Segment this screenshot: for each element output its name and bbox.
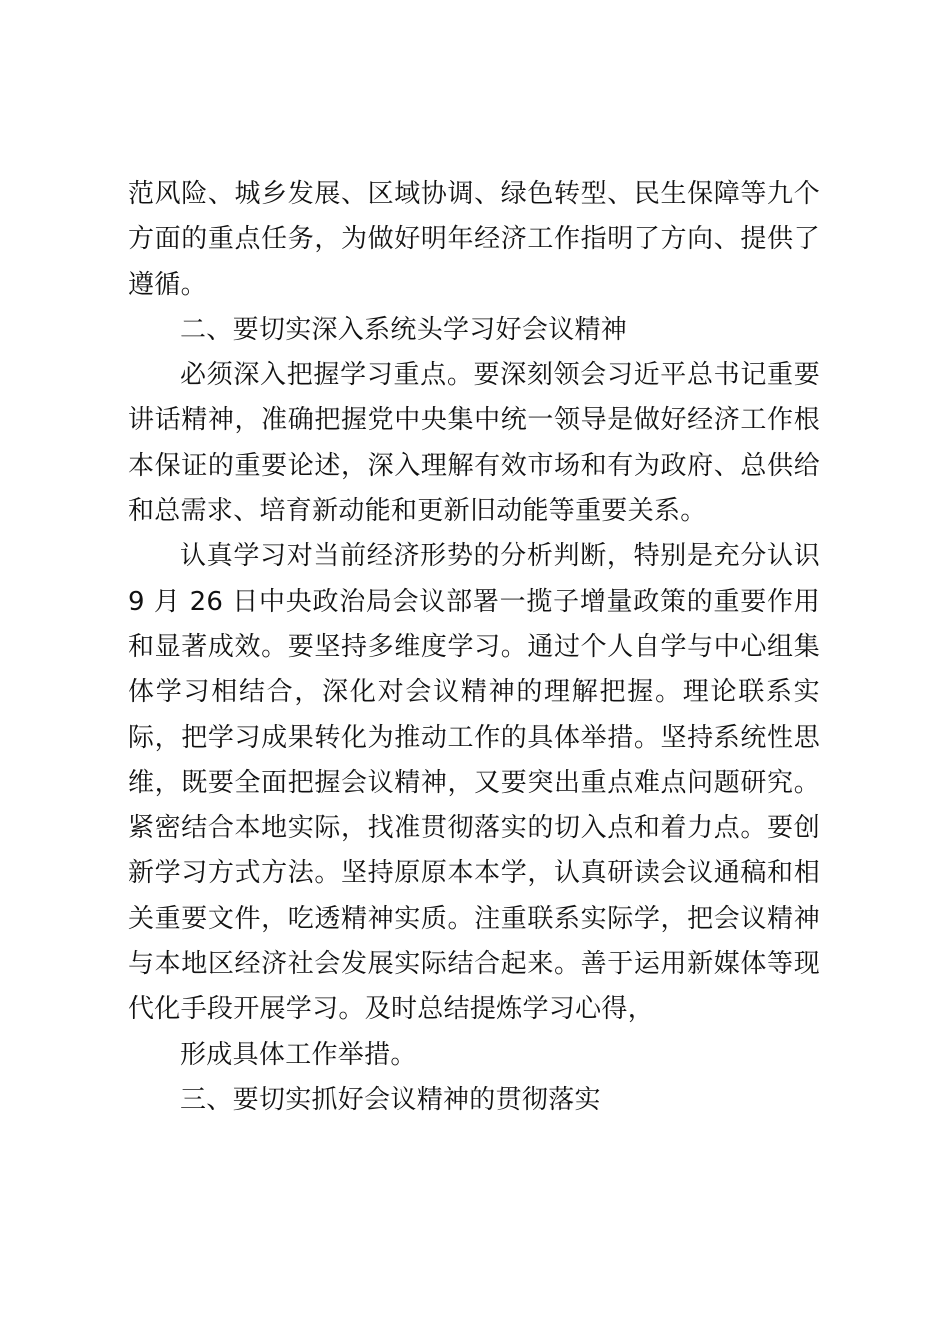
document-body bbox=[128, 172, 820, 1123]
paragraph-study-methods: 认真学习对当前经济形势的分析判断，特别是充分认识 9 月 26 日中央政治局会议部署一揽子增量政策的重要作用和显著成效。要坚持多维度学习。通过个人自学与中心组集体学习相结合，深化对会议精神的理解把握。理论联系实际，把学习成果转化为推动工作的具体举措。坚持系统性思维，既要全面把握会议精神，又要突出重点难点问题研究。紧密结合本地实际，找准贯彻落实的切入点和着力点。要创新学习方式方法。坚持原原本本学，认真研读会议通稿和相关重要文件，吃透精神实质。注重联系实际学，把会议精神与本地区经济社会发展实际结合起来。善于运用新媒体等现代化手段开展学习。及时总结提炼学习心得， bbox=[128, 541, 820, 1025]
section-heading-3: 三、要切实抓好会议精神的贯彻落实 bbox=[180, 1084, 601, 1115]
paragraph-continuation: 范风险、城乡发展、区域协调、绿色转型、民生保障等九个方面的重点任务，为做好明年经济工作指明了方向、提供了遵循。 bbox=[128, 179, 820, 300]
paragraph-study-focus: 必须深入把握学习重点。要深刻领会习近平总书记重要讲话精神，准确把握党中央集中统一领导是做好经济工作根本保证的重要论述，深入理解有效市场和有为政府、总供给和总需求、培育新动能和更新旧动能等重要关系。 bbox=[128, 360, 820, 527]
section-heading-2: 二、要切实深入系统头学习好会议精神 bbox=[180, 314, 628, 345]
paragraph-work-measures: 形成具体工作举措。 bbox=[180, 1039, 417, 1070]
